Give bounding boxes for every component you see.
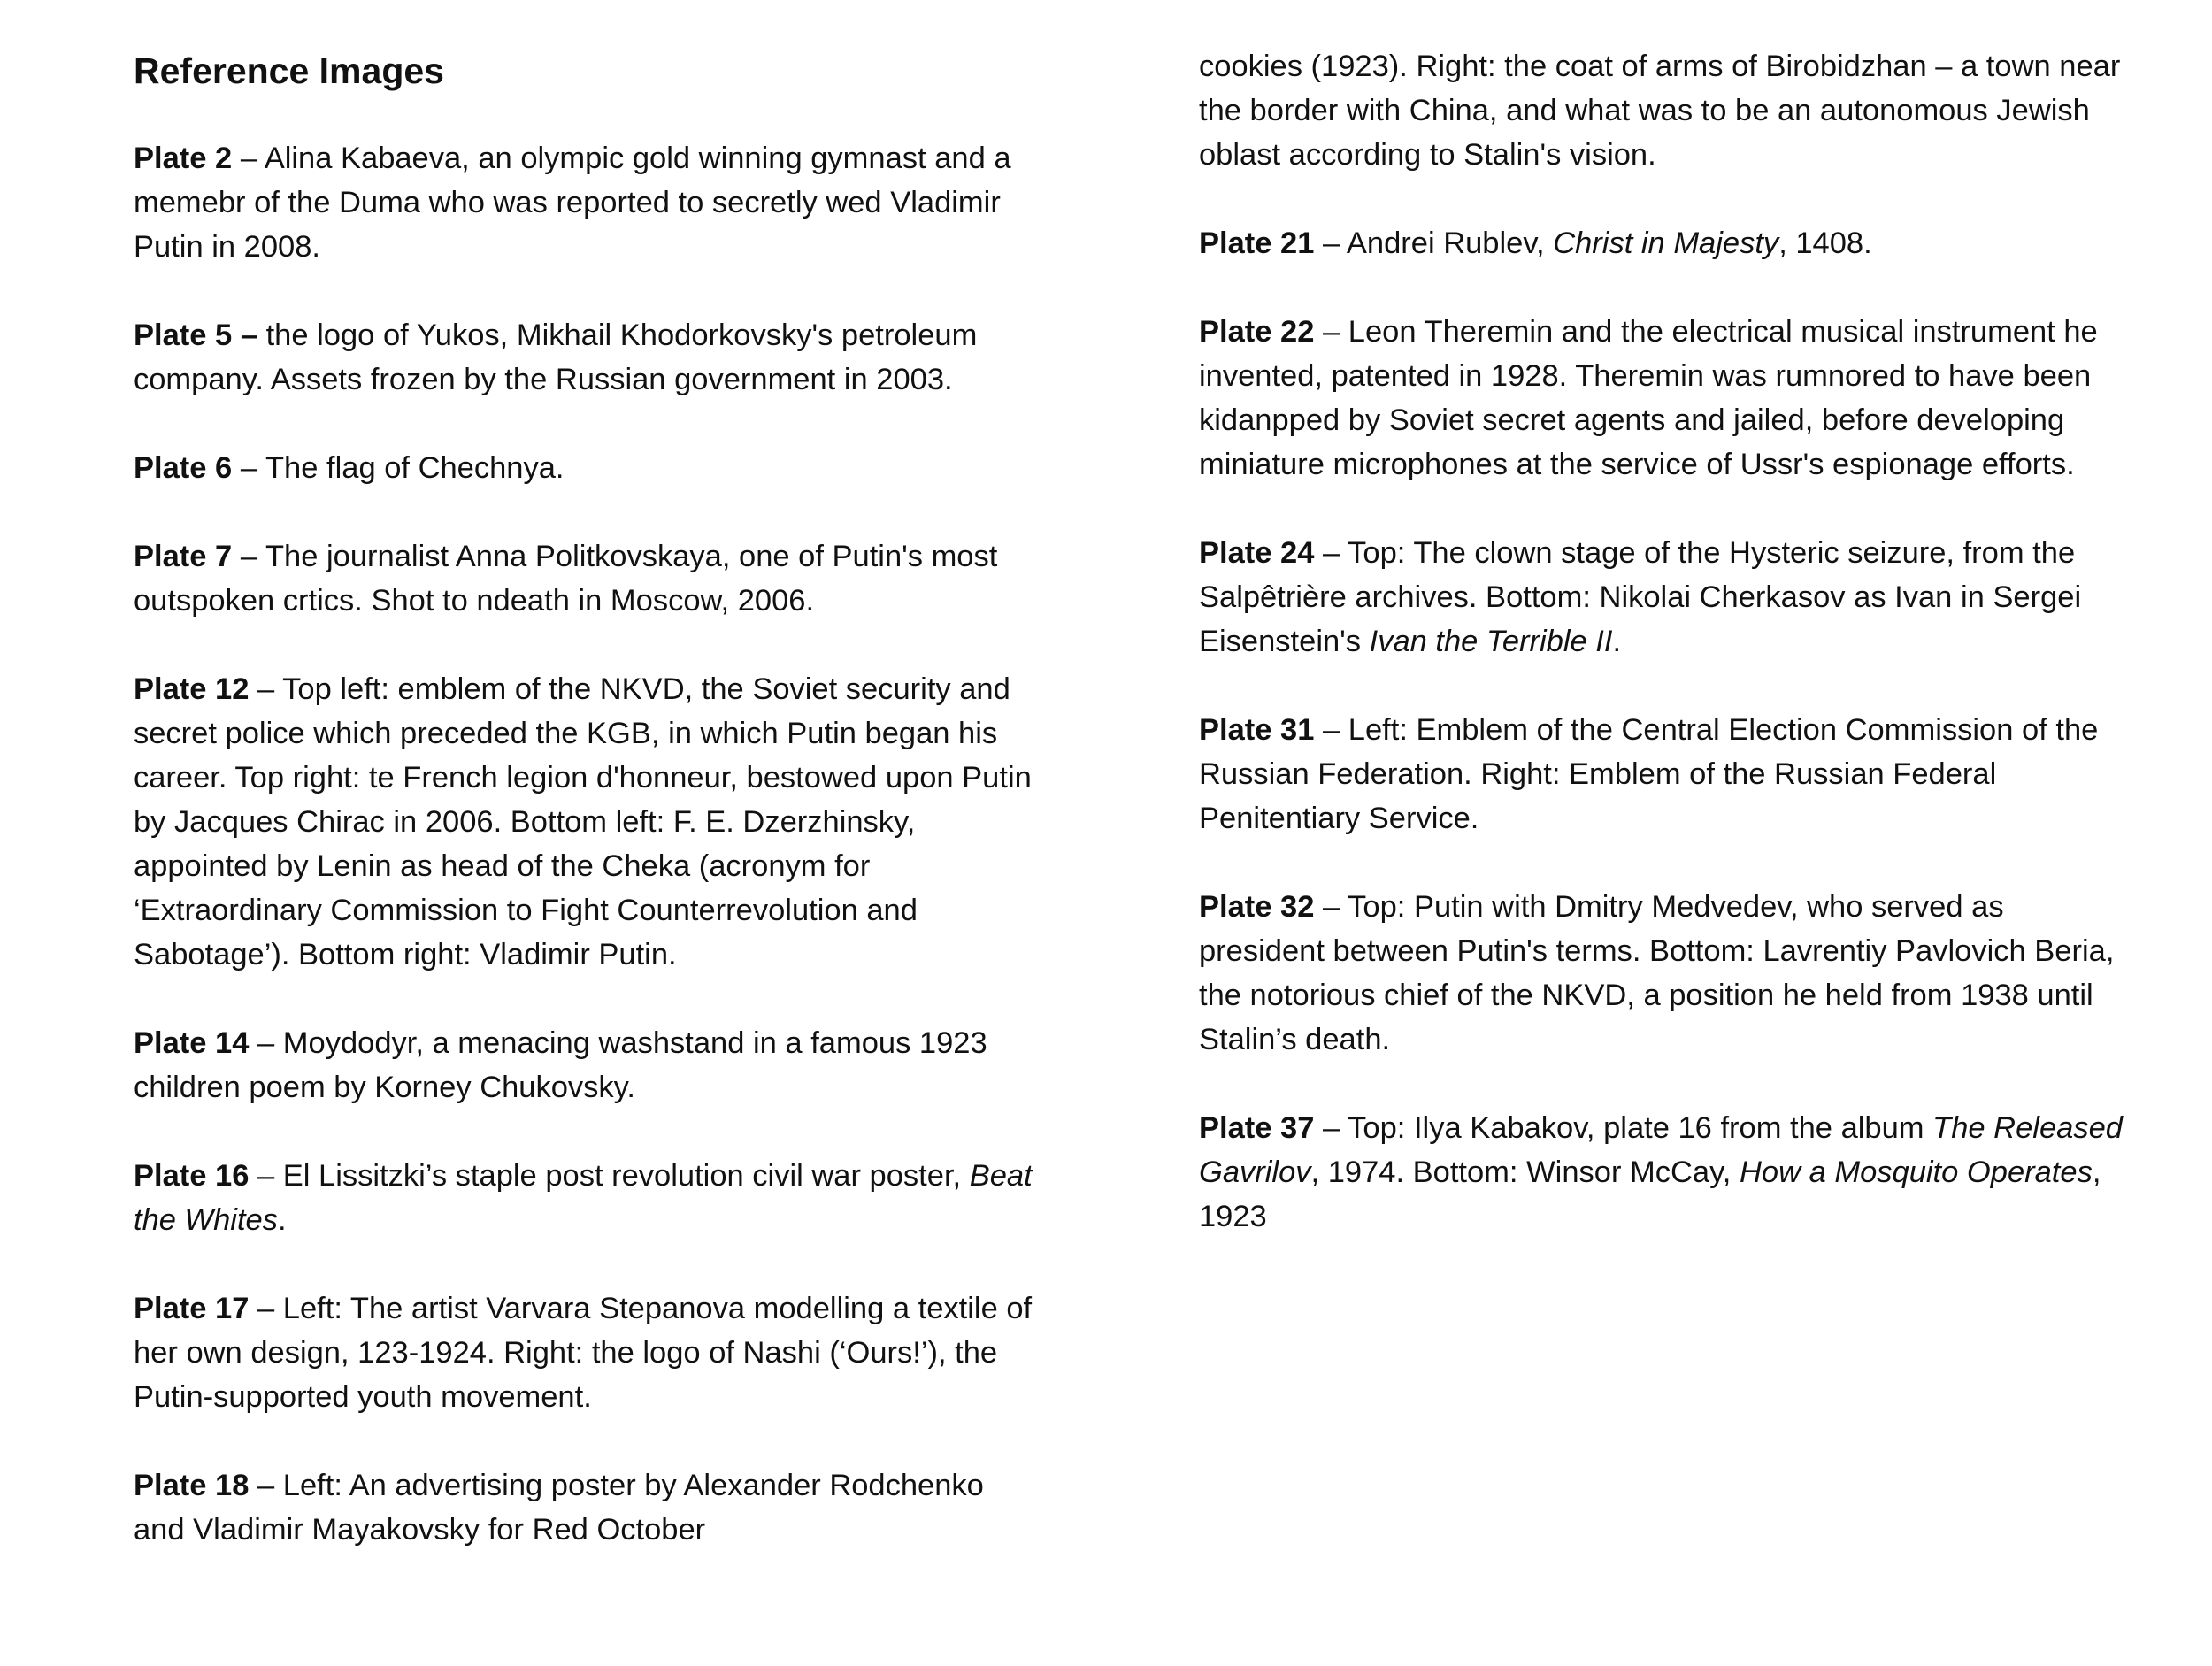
plate-text: cookies (1923). Right: the coat of arms of Birobidzhan – a town near the border with China, and what was to be an autonomous Jewish oblast according to Stalin's vision.: [1199, 50, 2121, 172]
plate-text: – Top: The clown stage of the Hysteric seizure, from the Salpêtrière archives. Bottom: Nikolai Cherkasov as Ivan in Sergei Eisenstein's: [1199, 536, 2082, 658]
plate-entry: [134, 1154, 1036, 1242]
plate-text: – The flag of Chechnya.: [232, 451, 565, 485]
italic-title: How a Mosquito Operates: [1739, 1155, 2093, 1189]
plate-entry: [1199, 44, 2128, 177]
plate-label: Plate 17: [134, 1292, 250, 1325]
plate-entry: [134, 1286, 1036, 1419]
plate-label: Plate 2: [134, 142, 233, 175]
italic-title: Christ in Majesty: [1553, 226, 1779, 260]
right-column: [1199, 44, 2128, 1283]
italic-title: The Released Gavrilov: [1199, 1111, 2123, 1189]
plate-entry: [1199, 1106, 2128, 1239]
plate-label: Plate 16: [134, 1159, 250, 1193]
plate-label: Plate 24: [1199, 536, 1315, 570]
plate-text: .: [277, 1203, 287, 1237]
plate-label: Plate 5 –: [134, 319, 258, 352]
plate-entry: [1199, 310, 2128, 487]
plate-entry: [134, 313, 1036, 402]
plate-label: Plate 31: [1199, 713, 1315, 747]
plate-text: – Moydodyr, a menacing washstand in a famous 1923 children poem by Korney Chukovsky.: [134, 1026, 987, 1104]
plate-entry: [1199, 885, 2128, 1062]
plate-entry: [134, 1463, 1036, 1552]
plate-text: – Andrei Rublev,: [1314, 226, 1554, 260]
plate-entry: [1199, 221, 2128, 265]
plate-label: Plate 32: [1199, 890, 1315, 924]
left-entries: [134, 136, 1036, 1552]
italic-title: Beat the Whites: [134, 1159, 1033, 1237]
plate-text: – Top: Ilya Kabakov, plate 16 from the album: [1314, 1111, 1933, 1145]
plate-label: Plate 12: [134, 672, 250, 706]
italic-title: Ivan the Terrible II: [1369, 625, 1613, 658]
plate-entry: [134, 136, 1036, 269]
plate-text: – El Lissitzki’s staple post revolution civil war poster,: [249, 1159, 970, 1193]
plate-text: the logo of Yukos, Mikhail Khodorkovsky's petroleum company. Assets frozen by the Russian government in 2003.: [134, 319, 978, 396]
plate-entry: [134, 1021, 1036, 1109]
plate-text: – Left: An advertising poster by Alexander Rodchenko and Vladimir Mayakovsky for Red October: [134, 1469, 984, 1547]
plate-text: – Left: The artist Varvara Stepanova modelling a textile of her own design, 123-1924. Right: the logo of Nashi (‘Ours!’), the Putin-supported youth movement.: [134, 1292, 1033, 1414]
plate-label: Plate 7: [134, 540, 233, 573]
right-entries: [1199, 44, 2128, 1239]
plate-entry: [134, 534, 1036, 623]
plate-label: Plate 14: [134, 1026, 250, 1060]
plate-text: , 1974. Bottom: Winsor McCay,: [1310, 1155, 1740, 1189]
plate-text: , 1923: [1199, 1155, 2101, 1233]
plate-text: .: [1612, 625, 1622, 658]
plate-entry: [1199, 708, 2128, 841]
left-column: [134, 44, 1036, 1596]
plate-text: – Alina Kabaeva, an olympic gold winning gymnast and a memebr of the Duma who was reported to secretly wed Vladimir Putin in 2008.: [134, 142, 1011, 264]
plate-text: – Left: Emblem of the Central Election Commission of the Russian Federation. Right: Emblem of the Russian Federal Penitentiary Service.: [1199, 713, 2099, 835]
plate-text: – The journalist Anna Politkovskaya, one of Putin's most outspoken crtics. Shot to ndeath in Moscow, 2006.: [134, 540, 998, 618]
plate-text: – Top left: emblem of the NKVD, the Soviet security and secret police which preceded the KGB, in which Putin began his career. Top right: te French legion d'honneur, bestowed upon Putin by Jacques Chirac in 2006. Bottom left: F. E. Dzerzhinsky, appointed by Lenin as head of the Cheka (acronym for ‘Extraordinary Commission to Fight Counterrevolution and Sabotage’). Bottom right: Vladimir Putin.: [134, 672, 1032, 971]
plate-entry: [1199, 531, 2128, 664]
plate-label: Plate 21: [1199, 226, 1315, 260]
plate-label: Plate 37: [1199, 1111, 1315, 1145]
plate-label: Plate 18: [134, 1469, 250, 1502]
plate-label: Plate 6: [134, 451, 233, 485]
page-heading: Reference Images: [134, 50, 444, 91]
plate-entry: [134, 667, 1036, 977]
plate-text: – Leon Theremin and the electrical musical instrument he invented, patented in 1928. Theremin was rumnored to have been kidanpped by Soviet secret agents and jailed, before developing miniature microphones at the service of Ussr's espionage efforts.: [1199, 315, 2098, 481]
plate-label: Plate 22: [1199, 315, 1315, 349]
plate-text: , 1408.: [1778, 226, 1872, 260]
plate-text: – Top: Putin with Dmitry Medvedev, who served as president between Putin's terms. Bottom: Lavrentiy Pavlovich Beria, the notorious chief of the NKVD, a position he held from 1938 until Stalin’s death.: [1199, 890, 2115, 1056]
plate-entry: [134, 446, 1036, 490]
